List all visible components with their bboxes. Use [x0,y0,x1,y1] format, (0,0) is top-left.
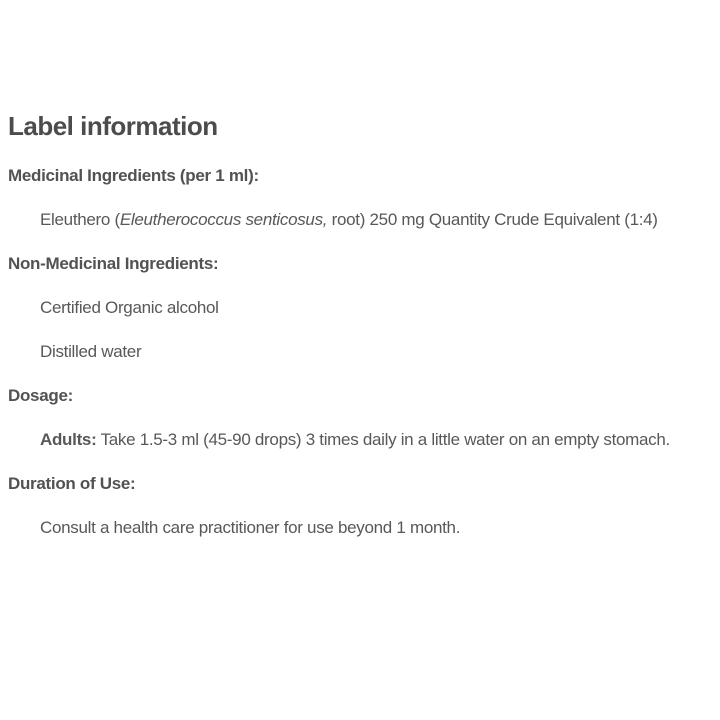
non-medicinal-ingredients-heading: Non-Medicinal Ingredients: [8,254,219,273]
duration-of-use-text: Consult a health care practitioner for use beyond 1 month. [40,518,461,537]
duration-of-use-heading: Duration of Use: [8,474,136,493]
dosage-instructions: Take 1.5-3 ml (45-90 drops) 3 times daily in a little water on an empty stomach. [96,430,670,449]
section-duration-of-use [8,473,712,539]
ingredient-name: Eleuthero ( [40,210,120,229]
section-medicinal-ingredients [8,165,712,231]
section-dosage [8,385,712,451]
medicinal-ingredients-heading: Medicinal Ingredients (per 1 ml): [8,166,259,185]
page-title: Label information [8,111,218,141]
dosage-audience-label: Adults: [40,430,97,449]
dosage-instructions-line [8,429,712,451]
non-medicinal-item: Distilled water [40,342,142,361]
ingredient-details: root) 250 mg Quantity Crude Equivalent (1:4) [327,210,658,229]
section-non-medicinal-ingredients [8,253,712,363]
medicinal-ingredient-line [8,209,712,231]
non-medicinal-item: Certified Organic alcohol [40,298,219,317]
dosage-heading: Dosage: [8,386,73,405]
botanical-name: Eleutherococcus senticosus, [119,210,328,229]
